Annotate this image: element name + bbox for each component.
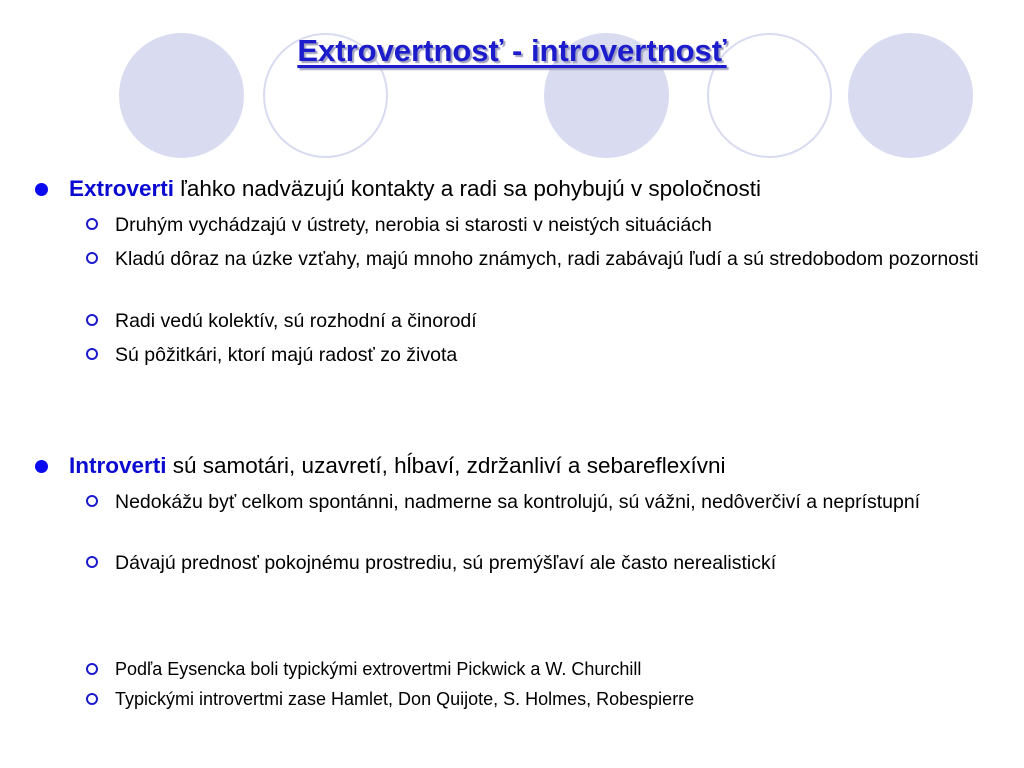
bullet-text — [69, 175, 761, 203]
ring-bullet-icon — [86, 252, 98, 264]
ring-bullet-icon — [86, 314, 98, 326]
bullet-keyword: Introverti — [69, 453, 167, 478]
sub-bullet — [86, 550, 996, 576]
ring-bullet-icon — [86, 663, 98, 675]
sub-bullet-text: Dávajú prednosť pokojnému prostrediu, sú premýšľaví ale často nerealistickí — [115, 552, 777, 574]
ring-bullet-icon — [86, 495, 98, 507]
sub-bullet-text: Nedokážu byť celkom spontánni, nadmerne sa kontrolujú, sú vážni, nedôverčiví a neprístupní — [115, 491, 921, 513]
sub-bullet-text: Kladú dôraz na úzke vzťahy, majú mnoho známych, radi zabávajú ľudí a sú stredobodom pozornosti — [115, 248, 979, 270]
sub-bullet-text: Typickými introvertmi zase Hamlet, Don Quijote, S. Holmes, Robespierre — [115, 689, 695, 709]
slide-title: Extrovertnosť - introvertnosť — [297, 33, 727, 68]
filled-bullet-icon — [35, 183, 48, 196]
sub-bullet-text: Sú pôžitkári, ktorí majú radosť zo života — [115, 344, 458, 366]
sub-bullet — [86, 212, 996, 238]
ring-bullet-icon — [86, 693, 98, 705]
sub-bullet-text: Radi vedú kolektív, sú rozhodní a činorodí — [115, 310, 477, 332]
bullet-rest: sú samotári, uzavretí, hĺbaví, zdržanliví a sebareflexívni — [166, 453, 726, 478]
sub-bullet — [86, 246, 996, 272]
ring-bullet-icon — [86, 348, 98, 360]
sub-bullet — [86, 308, 996, 334]
ring-bullet-icon — [86, 218, 98, 230]
sub-bullet — [86, 489, 996, 515]
bullet-rest: ľahko nadväzujú kontakty a radi sa pohybujú v spoločnosti — [174, 176, 761, 201]
sub-bullet — [86, 342, 996, 368]
filled-bullet-icon — [35, 460, 48, 473]
sub-bullet — [86, 687, 996, 711]
bullet-text — [69, 452, 726, 480]
sub-bullet — [86, 657, 996, 681]
sub-bullet-text: Podľa Eysencka boli typickými extrovertmi Pickwick a W. Churchill — [115, 659, 642, 679]
ring-bullet-icon — [86, 556, 98, 568]
sub-bullet-text: Druhým vychádzajú v ústrety, nerobia si starosti v neistých situáciách — [115, 214, 712, 236]
bullet-keyword: Extroverti — [69, 176, 175, 201]
